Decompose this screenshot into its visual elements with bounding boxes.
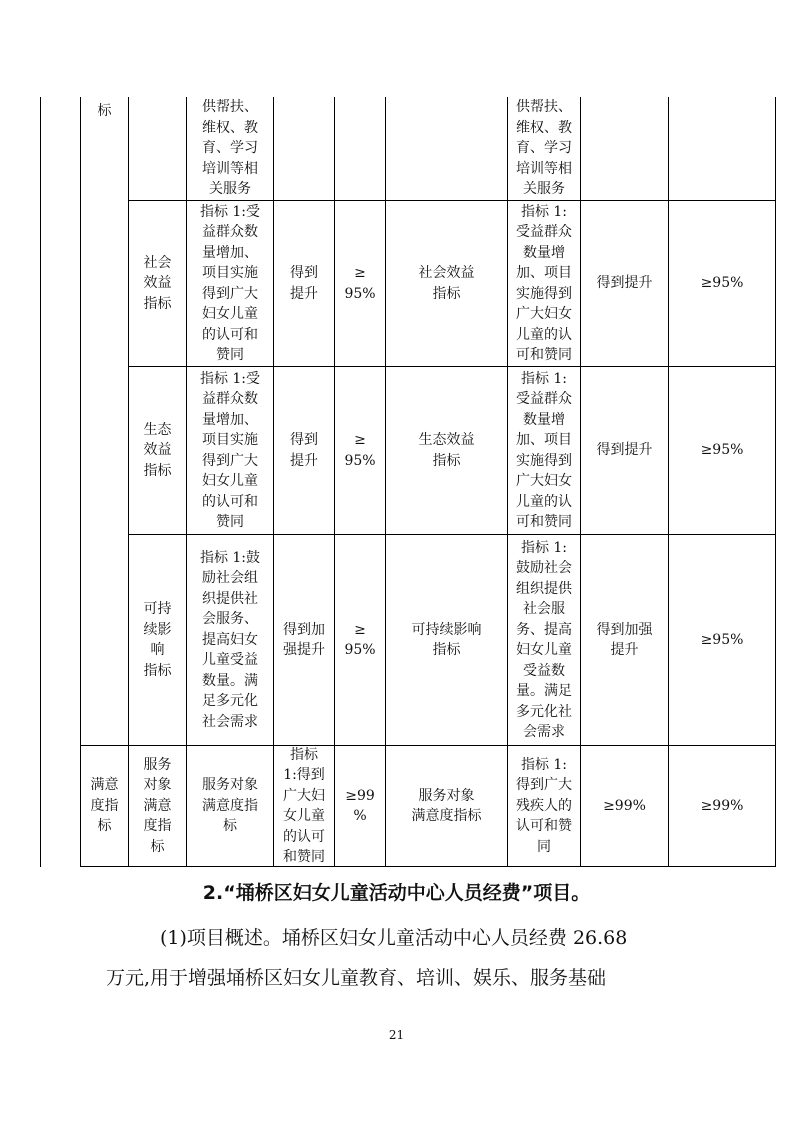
paragraph-line: 万元,用于增强埇桥区妇女儿童教育、培训、娱乐、服务基础 xyxy=(106,967,607,989)
content2-cell: 指标 1: 得到广大 残疾人的 认可和赞 同 xyxy=(516,756,572,855)
section-heading: 2.“埇桥区妇女儿童活动中心人员经费”项目。 xyxy=(202,882,591,904)
content2-cell: 指标 1: 受益群众 数量增 加、项目 实施得到 广大妇女 儿童的认 可和赞同 xyxy=(516,370,572,530)
performance-indicator-table xyxy=(40,97,776,867)
level2-cell: 可持 续影 响 指标 xyxy=(143,601,172,679)
paragraph-line: (1)项目概述。埇桥区妇女儿童活动中心人员经费 26.68 xyxy=(160,927,628,949)
level2b-cell: 社会效益 指标 xyxy=(418,265,475,302)
value2-cell: 得到加强 提升 xyxy=(596,621,653,658)
level2-cell: 社会 效益 指标 xyxy=(143,254,172,312)
level2b-cell: 服务对象 满意度指标 xyxy=(411,787,482,824)
value2-cell: 得到提升 xyxy=(596,275,653,292)
content-cell: 指标 1:受 益群众数 量增加、 项目实施 得到广大 妇女儿童 的认可和 赞同 xyxy=(199,203,261,363)
level2-cell: 生态 效益 指标 xyxy=(143,421,172,479)
content-cell: 服务对象 满意度指 标 xyxy=(202,777,258,835)
target2-cell: ≥95% xyxy=(700,631,744,648)
level1-cell: 满意 度指 标 xyxy=(90,777,119,835)
page-number: 21 xyxy=(388,1028,405,1042)
table-border-left xyxy=(40,97,41,867)
value-cell: 得到 提升 xyxy=(290,265,318,302)
target-cell: ≥ 95% xyxy=(344,621,376,658)
level2b-cell: 可持续影响 指标 xyxy=(411,621,482,658)
target2-cell: ≥95% xyxy=(700,275,744,292)
target2-cell: ≥99% xyxy=(700,797,744,814)
level1-cell: 标 xyxy=(97,103,112,119)
value2-cell: ≥99% xyxy=(603,797,646,814)
value2-cell: 得到提升 xyxy=(596,442,653,459)
value-cell: 指标 1:得到 广大妇 女儿童 的认可 和赞同 xyxy=(283,746,325,865)
value-cell: 得到加 强提升 xyxy=(283,621,325,658)
target-cell: ≥ 95% xyxy=(344,265,376,302)
content-cell: 指标 1:鼓 励社会组 织提供社 会服务、 提高妇女 儿童受益 数量。满 足多元化 社会需求 xyxy=(199,549,261,730)
content-cell: 指标 1:受 益群众数 量增加、 项目实施 得到广大 妇女儿童 的认可和 赞同 xyxy=(199,370,261,530)
level2b-cell: 生态效益 指标 xyxy=(418,432,475,469)
target-cell: ≥99 % xyxy=(345,787,375,824)
target-cell: ≥ 95% xyxy=(344,432,376,469)
content-cell: 供帮扶、 维权、教 育、学习 培训等相 关服务 xyxy=(202,99,258,198)
table-border-bottom xyxy=(80,866,776,867)
table-border-right xyxy=(775,97,776,867)
target2-cell: ≥95% xyxy=(700,442,744,459)
content2-cell: 指标 1: 鼓励社会 组织提供 社会服 务、提高 妇女儿童 受益数 量。满足 多元化社 会需求 xyxy=(516,539,572,740)
level2-cell: 服务 对象 满意 度指 标 xyxy=(143,756,172,855)
content2-cell: 供帮扶、 维权、教 育、学习 培训等相 关服务 xyxy=(516,99,572,198)
content2-cell: 指标 1: 受益群众 数量增 加、项目 实施得到 广大妇女 儿童的认 可和赞同 xyxy=(516,203,572,363)
value-cell: 得到 提升 xyxy=(290,432,318,469)
